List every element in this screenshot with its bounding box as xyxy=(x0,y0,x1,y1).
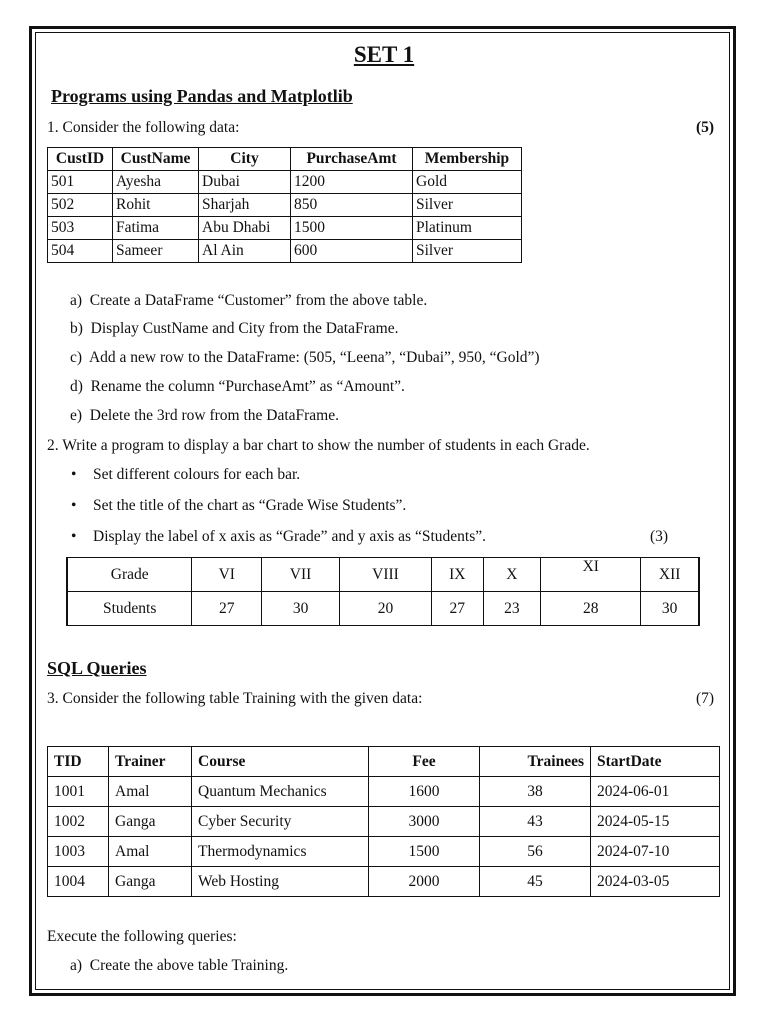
question-3-marks: (7) xyxy=(696,690,715,707)
table-cell: 1001 xyxy=(48,777,109,807)
execute-text: Execute the following queries: xyxy=(47,928,237,945)
training-table xyxy=(47,746,720,897)
column-header: City xyxy=(199,148,291,171)
bullet-item: • Set the title of the chart as “Grade Wise Students”. xyxy=(93,497,406,515)
table-cell: Silver xyxy=(413,194,522,217)
table-header-row xyxy=(48,747,720,777)
table-cell: IX xyxy=(432,558,484,592)
column-header: CustName xyxy=(113,148,199,171)
table-cell: Cyber Security xyxy=(192,807,369,837)
table-cell: Silver xyxy=(413,240,522,263)
table-row xyxy=(48,194,522,217)
question-2-marks: (3) xyxy=(650,528,669,545)
column-header: Course xyxy=(192,747,369,777)
table-cell: Thermodynamics xyxy=(192,837,369,867)
table-cell: 3000 xyxy=(369,807,480,837)
table-cell: Dubai xyxy=(199,171,291,194)
table-cell: Students xyxy=(67,592,192,626)
column-header: PurchaseAmt xyxy=(291,148,413,171)
table-cell: Web Hosting xyxy=(192,867,369,897)
table-cell: Grade xyxy=(67,558,192,592)
table-cell: 501 xyxy=(48,171,113,194)
table-cell: 504 xyxy=(48,240,113,263)
grade-students-table xyxy=(66,557,700,626)
table-row xyxy=(67,558,699,592)
section-heading-sql: SQL Queries xyxy=(47,658,147,678)
table-row xyxy=(48,217,522,240)
table-row xyxy=(48,777,720,807)
table-cell: 2024-05-15 xyxy=(591,807,720,837)
table-cell: 1002 xyxy=(48,807,109,837)
table-cell: 20 xyxy=(340,592,432,626)
part-1c xyxy=(70,349,540,367)
bullet-item: • Display the label of x axis as “Grade” and y axis as “Students”. xyxy=(93,528,486,546)
part-text: Rename the column “PurchaseAmt” as “Amount”. xyxy=(90,378,405,395)
part-1e xyxy=(70,407,339,425)
table-cell: VII xyxy=(262,558,340,592)
column-header: StartDate xyxy=(591,747,720,777)
part-label: e) xyxy=(70,407,83,424)
table-cell: X xyxy=(483,558,541,592)
part-label: b) xyxy=(70,320,83,337)
part-text: Add a new row to the DataFrame: (505, “Leena”, “Dubai”, 950, “Gold”) xyxy=(88,349,540,366)
table-cell: 2024-07-10 xyxy=(591,837,720,867)
table-cell: 600 xyxy=(291,240,413,263)
table-cell: Ayesha xyxy=(113,171,199,194)
part-text: Create the above table Training. xyxy=(89,957,289,974)
table-cell: Sharjah xyxy=(199,194,291,217)
question-2-text: 2. Write a program to display a bar chart to show the number of students in each Grade. xyxy=(47,437,590,454)
part-label: d) xyxy=(70,378,83,395)
table-row xyxy=(48,171,522,194)
column-header: Membership xyxy=(413,148,522,171)
table-cell: Fatima xyxy=(113,217,199,240)
part-3a xyxy=(70,957,288,975)
table-row xyxy=(48,867,720,897)
part-text: Create a DataFrame “Customer” from the above table. xyxy=(89,292,428,309)
table-cell: 2024-03-05 xyxy=(591,867,720,897)
part-1a xyxy=(70,292,427,310)
table-cell: 43 xyxy=(480,807,591,837)
table-cell: Amal xyxy=(109,837,192,867)
table-row xyxy=(48,837,720,867)
column-header: CustID xyxy=(48,148,113,171)
question-1-marks: (5) xyxy=(696,119,715,136)
table-cell: 56 xyxy=(480,837,591,867)
table-row xyxy=(67,592,699,626)
column-header: Fee xyxy=(369,747,480,777)
table-cell: 27 xyxy=(192,592,262,626)
table-cell: XI xyxy=(541,558,641,592)
part-1b xyxy=(70,320,398,338)
part-label: a) xyxy=(70,292,83,309)
table-cell: 1600 xyxy=(369,777,480,807)
column-header: TID xyxy=(48,747,109,777)
table-cell: 28 xyxy=(541,592,641,626)
table-cell: 38 xyxy=(480,777,591,807)
section-heading-pandas: Programs using Pandas and Matplotlib xyxy=(51,86,353,106)
table-cell: Abu Dhabi xyxy=(199,217,291,240)
table-cell: 850 xyxy=(291,194,413,217)
table-row xyxy=(48,807,720,837)
table-cell: Sameer xyxy=(113,240,199,263)
table-cell: 2000 xyxy=(369,867,480,897)
column-header: Trainer xyxy=(109,747,192,777)
table-cell: VIII xyxy=(340,558,432,592)
table-cell: Ganga xyxy=(109,807,192,837)
customer-table xyxy=(47,147,522,263)
table-cell: 503 xyxy=(48,217,113,240)
table-cell: 2024-06-01 xyxy=(591,777,720,807)
question-1-text: 1. Consider the following data: xyxy=(47,119,240,136)
table-cell: 1003 xyxy=(48,837,109,867)
bullet-item: • Set different colours for each bar. xyxy=(93,466,300,484)
table-cell: 502 xyxy=(48,194,113,217)
table-cell: Quantum Mechanics xyxy=(192,777,369,807)
table-cell: 1500 xyxy=(369,837,480,867)
page-title: SET 1 xyxy=(353,42,415,67)
question-3-text: 3. Consider the following table Training with the given data: xyxy=(47,690,423,707)
part-label: a) xyxy=(70,957,83,974)
column-header: Trainees xyxy=(480,747,591,777)
table-cell: Rohit xyxy=(113,194,199,217)
table-cell: 30 xyxy=(262,592,340,626)
table-cell: 1500 xyxy=(291,217,413,240)
table-cell: Amal xyxy=(109,777,192,807)
part-text: Delete the 3rd row from the DataFrame. xyxy=(89,407,339,424)
table-cell: 30 xyxy=(641,592,699,626)
table-cell: 1004 xyxy=(48,867,109,897)
table-cell: VI xyxy=(192,558,262,592)
table-cell: 23 xyxy=(483,592,541,626)
table-cell: 1200 xyxy=(291,171,413,194)
table-cell: Ganga xyxy=(109,867,192,897)
part-label: c) xyxy=(70,349,83,366)
table-cell: XII xyxy=(641,558,699,592)
table-cell: 27 xyxy=(432,592,484,626)
part-text: Display CustName and City from the DataFrame. xyxy=(90,320,399,337)
table-cell: Gold xyxy=(413,171,522,194)
table-row xyxy=(48,240,522,263)
part-1d xyxy=(70,378,405,396)
table-cell: 45 xyxy=(480,867,591,897)
table-cell: Platinum xyxy=(413,217,522,240)
table-header-row xyxy=(48,148,522,171)
table-cell: Al Ain xyxy=(199,240,291,263)
